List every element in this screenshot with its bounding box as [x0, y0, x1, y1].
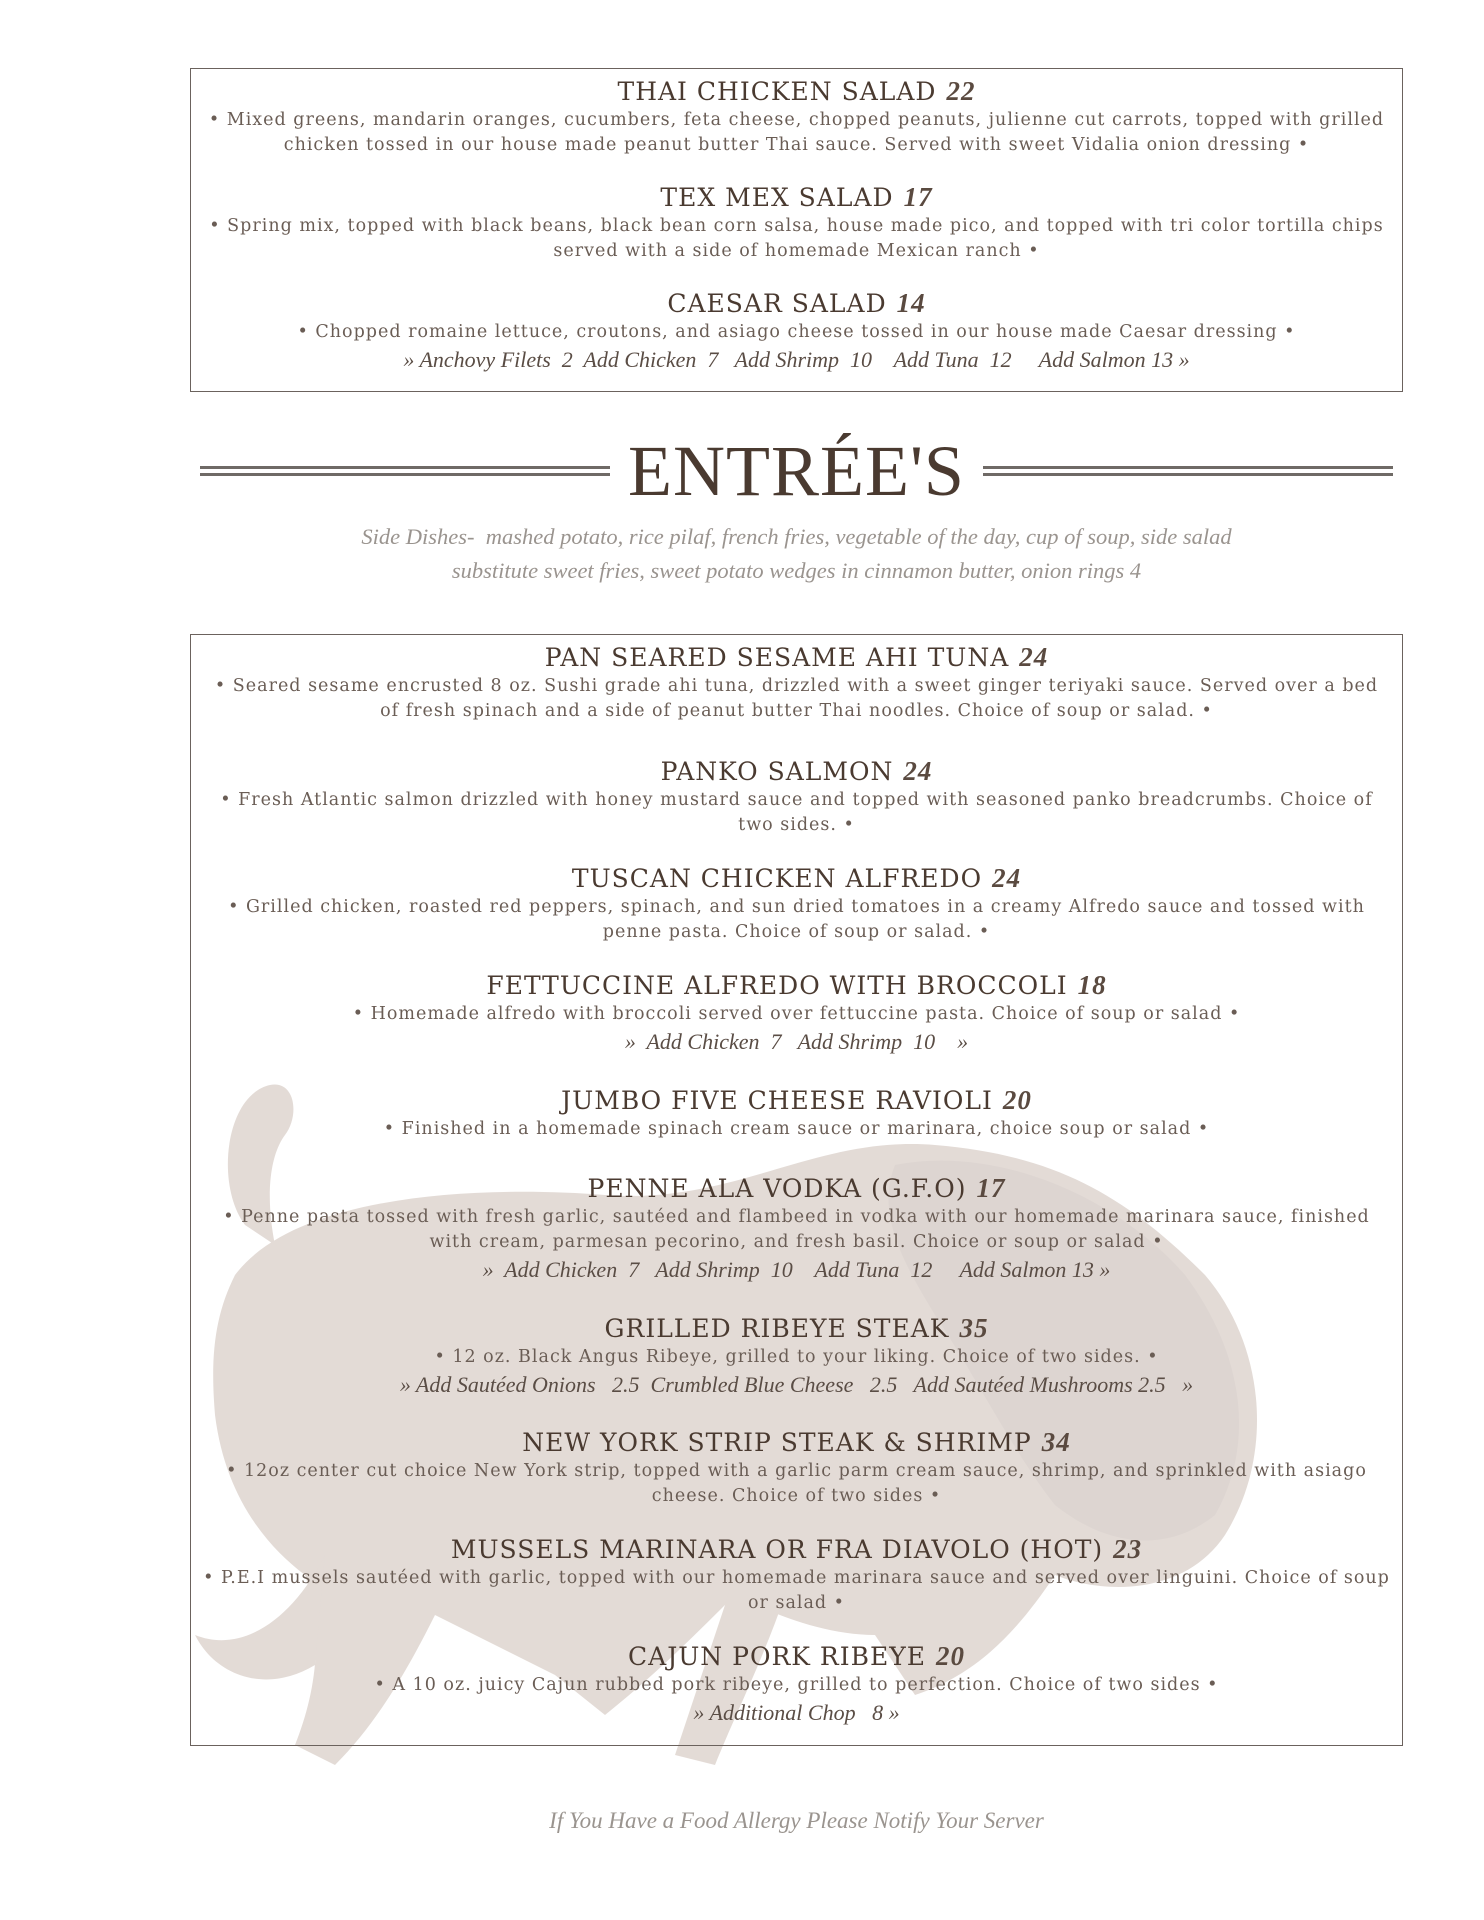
item-title: FETTUCCINE ALFREDO WITH BROCCOLI 18	[486, 970, 1107, 1000]
item-price: 22	[946, 76, 976, 106]
item-price: 17	[976, 1173, 1006, 1203]
item-description: • Homemade alfredo with broccoli served over fettuccine pasta. Choice of soup or salad •	[352, 1004, 1241, 1024]
item-add-ons: » Add Chicken 7 Add Shrimp 10 »	[624, 1029, 969, 1054]
item-price: 20	[1002, 1085, 1032, 1115]
item-price: 20	[935, 1641, 965, 1671]
side-dishes-line-2: substitute sweet fries, sweet potato wedges in cinnamon butter, onion rings 4	[451, 558, 1142, 583]
item-description: • 12oz center cut choice New York strip, topped with a garlic parm cream sauce, shrimp, and sprinkled with asiago cheese. Choice of two sides •	[226, 1461, 1367, 1506]
item-title: THAI CHICKEN SALAD 22	[617, 76, 976, 106]
entrees-title: ENTRÉE'S	[628, 431, 965, 511]
menu-item	[191, 641, 1402, 724]
item-price: 34	[1041, 1427, 1071, 1457]
item-add-ons: » Additional Chop 8 »	[693, 1700, 900, 1725]
menu-item	[191, 1640, 1402, 1728]
item-description: • 12 oz. Black Angus Ribeye, grilled to your liking. Choice of two sides. •	[434, 1347, 1159, 1367]
item-price: 24	[992, 863, 1022, 893]
item-add-ons: » Add Chicken 7 Add Shrimp 10 Add Tuna 12 Add Salmon 13 »	[482, 1257, 1111, 1282]
item-title: CAJUN PORK RIBEYE 20	[628, 1641, 965, 1671]
menu-item	[191, 75, 1402, 158]
entrees-section	[190, 634, 1403, 1746]
salads-section	[190, 68, 1403, 392]
item-title: PANKO SALMON 24	[660, 756, 933, 786]
item-title: CAESAR SALAD 14	[667, 288, 926, 318]
side-dishes-line-1: Side Dishes- mashed potato, rice pilaf, french fries, vegetable of the day, cup of soup, side salad	[361, 524, 1232, 549]
item-title: NEW YORK STRIP STEAK & SHRIMP 34	[522, 1427, 1071, 1457]
item-description: • Mixed greens, mandarin oranges, cucumbers, feta cheese, chopped peanuts, julienne cut carrots, topped with grilled chicken tossed in our house made peanut butter Thai sauce. Served with sweet Vidalia onion dressing •	[208, 110, 1385, 155]
item-description: • P.E.I mussels sautéed with garlic, topped with our homemade marinara sauce and served over linguini. Choice of soup or salad •	[203, 1568, 1390, 1613]
item-description: • A 10 oz. juicy Cajun rubbed pork ribeye, grilled to perfection. Choice of two sides •	[374, 1675, 1219, 1695]
menu-item	[191, 1533, 1402, 1616]
item-title: PENNE ALA VODKA (G.F.O) 17	[587, 1173, 1006, 1203]
item-price: 14	[896, 288, 926, 318]
menu-item	[191, 862, 1402, 945]
item-add-ons: » Anchovy Filets 2 Add Chicken 7 Add Shrimp 10 Add Tuna 12 Add Salmon 13 »	[403, 347, 1190, 372]
item-price: 17	[903, 182, 933, 212]
item-description: • Grilled chicken, roasted red peppers, spinach, and sun dried tomatoes in a creamy Alfredo sauce and tossed with penne pasta. Choice of soup or salad. •	[228, 897, 1365, 942]
menu-item	[191, 181, 1402, 264]
item-description: • Seared sesame encrusted 8 oz. Sushi grade ahi tuna, drizzled with a sweet ginger teriyaki sauce. Served over a bed of fresh spinach and a side of peanut butter Thai noodles. Choice of soup or salad. •	[214, 676, 1379, 721]
item-description: • Penne pasta tossed with fresh garlic, sautéed and flambeed in vodka with our homemade marinara sauce, finished with cream, parmesan pecorino, and fresh basil. Choice or soup or salad •	[223, 1207, 1370, 1252]
item-title: PAN SEARED SESAME AHI TUNA 24	[544, 642, 1049, 672]
menu-item	[191, 969, 1402, 1057]
item-title: JUMBO FIVE CHEESE RAVIOLI 20	[561, 1085, 1032, 1115]
item-price: 35	[959, 1313, 989, 1343]
menu-item	[191, 755, 1402, 838]
menu-item	[191, 1312, 1402, 1400]
item-title: TEX MEX SALAD 17	[660, 182, 933, 212]
item-description: • Chopped romaine lettuce, croutons, and asiago cheese tossed in our house made Caesar dressing •	[297, 322, 1296, 342]
heading-rule-right	[983, 466, 1393, 476]
menu-item	[191, 1172, 1402, 1285]
menu-item	[191, 1084, 1402, 1142]
item-title: TUSCAN CHICKEN ALFREDO 24	[571, 863, 1022, 893]
item-description: • Spring mix, topped with black beans, black bean corn salsa, house made pico, and topped with tri color tortilla chips served with a side of homemade Mexican ranch •	[209, 216, 1384, 261]
item-price: 24	[1019, 642, 1049, 672]
item-title: MUSSELS MARINARA OR FRA DIAVOLO (HOT) 23	[450, 1534, 1143, 1564]
item-add-ons: » Add Sautéed Onions 2.5 Crumbled Blue Cheese 2.5 Add Sautéed Mushrooms 2.5 »	[399, 1372, 1194, 1397]
allergy-notice: If You Have a Food Allergy Please Notify Your Server	[549, 1808, 1044, 1833]
menu-item	[191, 287, 1402, 375]
item-description: • Finished in a homemade spinach cream sauce or marinara, choice soup or salad •	[383, 1119, 1210, 1139]
item-description: • Fresh Atlantic salmon drizzled with honey mustard sauce and topped with seasoned panko breadcrumbs. Choice of two sides. •	[220, 790, 1373, 835]
entrees-heading	[190, 426, 1403, 516]
item-title: GRILLED RIBEYE STEAK 35	[604, 1313, 989, 1343]
item-price: 24	[903, 756, 933, 786]
item-price: 23	[1113, 1534, 1143, 1564]
item-price: 18	[1077, 970, 1107, 1000]
menu-item	[191, 1426, 1402, 1509]
